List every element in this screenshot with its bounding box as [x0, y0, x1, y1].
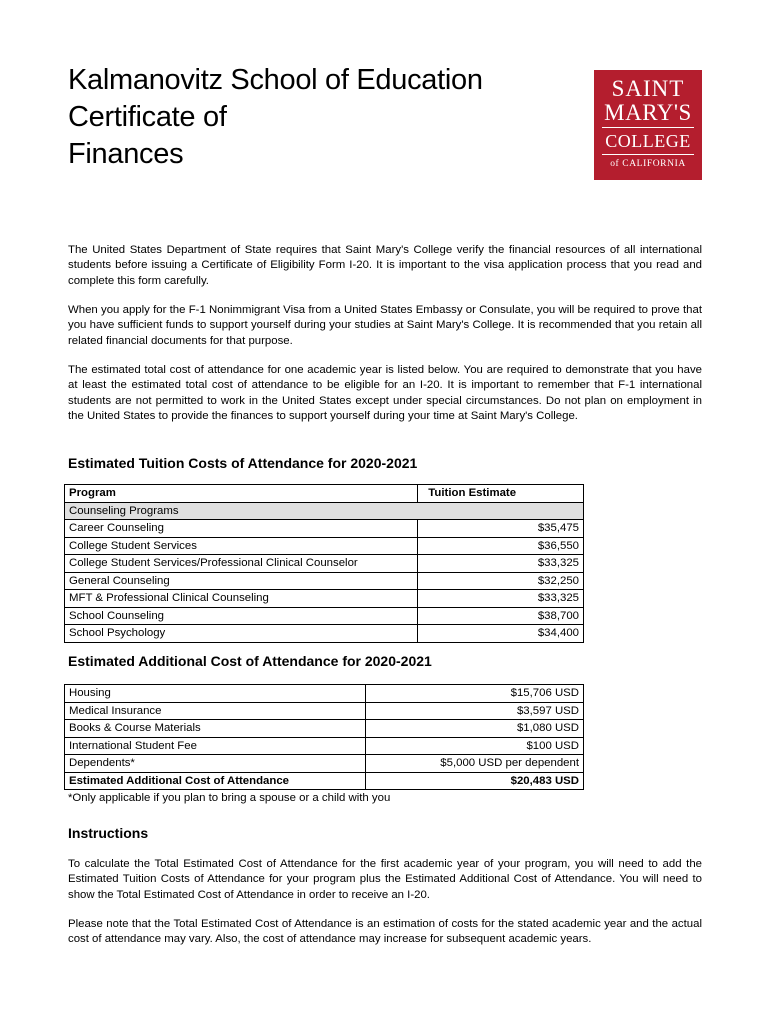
- program-name: School Psychology: [65, 625, 418, 643]
- cost-value: $1,080 USD: [366, 720, 584, 738]
- intro-paragraph-2: When you apply for the F-1 Nonimmigrant Visa from a United States Embassy or Consulate, you will be required to prove that you have sufficient funds to support yourself during your studies at Saint Mary's College. It is recommended that you retain all related financial documents for that purpose.: [68, 304, 702, 347]
- column-header-tuition-estimate: Tuition Estimate: [418, 485, 584, 503]
- title-line-1: Kalmanovitz School of Education: [68, 64, 483, 96]
- tuition-value: $34,400: [418, 625, 584, 643]
- cost-value: $5,000 USD per dependent: [366, 755, 584, 773]
- intro-paragraph-3: The estimated total cost of attendance for one academic year is listed below. You are required to demonstrate that you have at least the estimated total cost of attendance to be eligible for an I-20. It is important to remember that F-1 international students are not permitted to work in the United States except under special circumstances. Do not plan on employment in the United States to provide the finances to support yourself during your time at Saint Mary's College.: [68, 364, 702, 422]
- tuition-value: $36,550: [418, 537, 584, 555]
- logo-text-marys: MARY'S: [604, 100, 692, 125]
- tuition-table: [64, 484, 584, 643]
- program-name: College Student Services: [65, 537, 418, 555]
- table-row: [65, 590, 584, 608]
- table-row: [65, 702, 584, 720]
- logo-rule: [602, 127, 694, 128]
- logo-text-college: COLLEGE: [605, 131, 691, 151]
- table-row: [65, 685, 584, 703]
- column-header-program: Program: [65, 485, 418, 503]
- total-row: [65, 772, 584, 790]
- intro-paragraph-1: The United States Department of State requires that Saint Mary's College verify the financial resources of all international students before issuing a Certificate of Eligibility Form I-20. It is important to the visa application process that you read and complete this form carefully.: [68, 244, 702, 287]
- cost-item: Books & Course Materials: [65, 720, 366, 738]
- tuition-value: $33,325: [418, 590, 584, 608]
- table-row: [65, 555, 584, 573]
- cost-value: $15,706 USD: [366, 685, 584, 703]
- program-name: General Counseling: [65, 572, 418, 590]
- instructions-paragraph-1: To calculate the Total Estimated Cost of Attendance for the first academic year of your program, you will need to add the Estimated Tuition Costs of Attendance for your program plus the Estimated Additional Cost of Attendance. You will need to show the Total Estimated Cost of Attendance in order to receive an I-20.: [68, 858, 702, 901]
- table-row: [65, 625, 584, 643]
- tuition-value: $38,700: [418, 607, 584, 625]
- document-title: [68, 62, 483, 173]
- cost-value: $100 USD: [366, 737, 584, 755]
- program-name: School Counseling: [65, 607, 418, 625]
- table-row: [65, 572, 584, 590]
- saint-marys-logo: [594, 70, 702, 180]
- table-row: [65, 520, 584, 538]
- section-row-counseling: [65, 502, 584, 520]
- additional-cost-table: [64, 684, 584, 790]
- program-name: MFT & Professional Clinical Counseling: [65, 590, 418, 608]
- cost-item: Medical Insurance: [65, 702, 366, 720]
- table-row: [65, 737, 584, 755]
- program-name: College Student Services/Professional Clinical Counselor: [65, 555, 418, 573]
- table-row: [65, 755, 584, 773]
- table-row: [65, 607, 584, 625]
- section-label: Counseling Programs: [65, 502, 584, 520]
- dependents-footnote: *Only applicable if you plan to bring a spouse or a child with you: [68, 792, 391, 804]
- tuition-heading: Estimated Tuition Costs of Attendance for 2020-2021: [68, 455, 418, 471]
- additional-cost-heading: Estimated Additional Cost of Attendance for 2020-2021: [68, 653, 432, 669]
- instructions-heading: Instructions: [68, 825, 149, 841]
- total-value: $20,483 USD: [366, 772, 584, 790]
- cost-item: Housing: [65, 685, 366, 703]
- logo-text-california: of CALIFORNIA: [610, 159, 686, 169]
- tuition-value: $33,325: [418, 555, 584, 573]
- cost-value: $3,597 USD: [366, 702, 584, 720]
- title-line-2: Certificate of: [68, 101, 227, 133]
- instructions-paragraph-2: Please note that the Total Estimated Cost of Attendance is an estimation of costs for the stated academic year and the actual cost of attendance may vary. Also, the cost of attendance may increase for subsequent academic years.: [68, 918, 702, 946]
- total-label: Estimated Additional Cost of Attendance: [65, 772, 366, 790]
- table-row: [65, 537, 584, 555]
- logo-text-saint: SAINT: [611, 76, 685, 101]
- tuition-value: $32,250: [418, 572, 584, 590]
- table-row: [65, 720, 584, 738]
- logo-rule: [602, 154, 694, 155]
- cost-item: International Student Fee: [65, 737, 366, 755]
- tuition-value: $35,475: [418, 520, 584, 538]
- title-line-3: Finances: [68, 138, 184, 170]
- cost-item: Dependents*: [65, 755, 366, 773]
- program-name: Career Counseling: [65, 520, 418, 538]
- tuition-header-row: [65, 485, 584, 503]
